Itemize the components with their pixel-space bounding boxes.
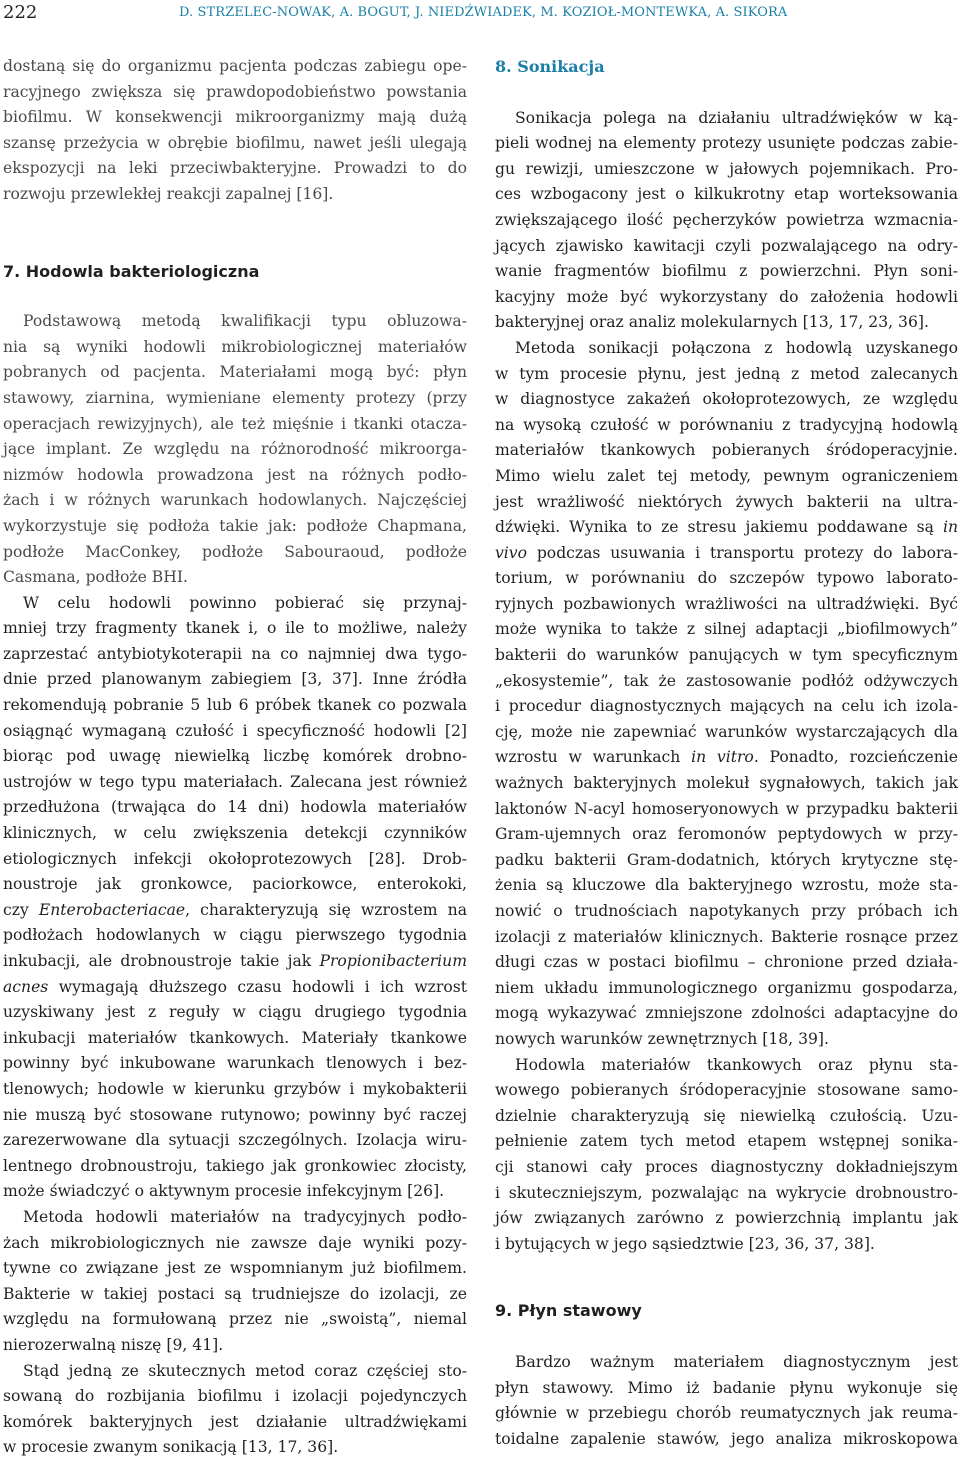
- text-line: czy Enterobacteriacae, charakteryzują się wzrostem na: [3, 900, 467, 919]
- text-line: głównie w przebiegu chorób reumatycznych jak reuma-: [495, 1404, 958, 1423]
- text-line: mniej trzy fragmenty tkanek i, o ile to możliwe, należy: [3, 619, 467, 638]
- text-line: racyjnego zwiększa się prawdopodobieństwo powstania: [3, 82, 467, 101]
- page-header: [0, 0, 960, 30]
- text-line: Casmana, podłoże BHI.: [3, 568, 188, 587]
- text-line: cji stanowi cały proces diagnostyczny dokładniejszym: [495, 1157, 958, 1176]
- text-line: wanie fragmentów biofilmu z powierzchni. Płyn soni-: [495, 262, 958, 281]
- text-line: ryjnych pozbawionych wrażliwości na ultradźwięki. Być: [495, 594, 958, 613]
- text-line: stawowy, ziarnina, wymieniane elementy protezy (przy: [3, 388, 467, 407]
- text-line: ekspozycji na leki przeciwbakteryjne. Prowadzi to do: [3, 159, 467, 178]
- text-line: podłożach hodowlanych w ciągu pierwszego tygodnia: [3, 926, 467, 945]
- text-line: nizmów hodowla prowadzona jest na różnych podło-: [3, 465, 467, 484]
- text-line: zaprzestać antybiotykoterapii na co najmniej dwa tygo-: [3, 644, 467, 663]
- text-line: „ekosystemie”, tak że zastosowanie podłóż odżywczych: [495, 671, 958, 690]
- text-line: bakterii do warunków panujących w tym specyficznym: [495, 646, 958, 665]
- text-line: uzyskiwany jest z reguły w ciągu drugiego tygodnia: [3, 1003, 467, 1022]
- text-line: zarezerwowane dla sytuacji szczególnych. Izolacja wiru-: [3, 1131, 467, 1150]
- text-line: nie muszą być stosowane rutynowo; powinny być raczej: [3, 1105, 467, 1124]
- text-line: w procesie zwanym sonikacją [13, 17, 36].: [3, 1438, 339, 1457]
- paragraph-culture-methods: [3, 309, 467, 591]
- text-line: nowić o trudnościach napotykanych przy próbach ich: [495, 902, 958, 920]
- text-line: pełnienie zatem tych metod etapem wstępnej sonika-: [495, 1132, 958, 1151]
- text-line: może wynika to także z silnej adaptacji „biofilmowych”: [495, 620, 958, 639]
- text-line: rozwoju przewlekłej reakcji zapalnej [16].: [3, 184, 334, 203]
- paragraph-biofilm-intro: [3, 54, 467, 208]
- text-line: przedłużona (trwająca do 14 dni) hodowla materiałów: [3, 798, 467, 817]
- text-line: niem układu immunologicznego organizmu gospodarza,: [495, 978, 958, 997]
- text-line: szansę przeżycia w obrębie biofilmu, nawet jeśli ulegają: [3, 133, 467, 152]
- paragraph-sonication-definition: [495, 106, 958, 336]
- text-line: ustrojów w tego typu materiałach. Zalecana jest również: [3, 772, 467, 791]
- text-line: jest wrażliwość niektórych żywych bakterii na ultra-: [495, 492, 958, 511]
- text-line: klinicznych, w celu zwiększenia detekcji czynników: [3, 824, 467, 843]
- running-header-authors: D. STRZELEC-NOWAK, A. BOGUT, J. NIEDŹWIADEK, M. KOZIOŁ-MONTEWKA, A. SIKORA: [179, 5, 788, 20]
- text-line: jów związanych zarówno z powierzchnią implantu jak: [495, 1209, 958, 1228]
- text-line: wzrostu w warunkach in vitro. Ponadto, rozcieńczenie: [495, 748, 958, 767]
- text-line: bakteryjnej oraz analiz molekularnych [13, 17, 23, 36].: [495, 313, 929, 332]
- text-line: ważnych bakteryjnych molekuł sygnałowych, takich jak: [495, 774, 958, 793]
- text-line: padku bakterii Gram-dodatnich, których krytyczne stę-: [495, 850, 958, 869]
- text-line: w tym procesie płynu, jest jedną z metod zalecanych: [495, 364, 958, 383]
- text-line: na wysoką czułość w porównaniu z tradycyjną hodowlą: [495, 415, 958, 434]
- text-line: żach mikrobiologicznych nie zawsze daje wyniki pozy-: [3, 1233, 467, 1252]
- text-line: dźwięki. Wynika to ze stresu jakiemu poddawane są in: [495, 518, 958, 537]
- text-line: wowego pobieranych śródoperacyjnie stosowane samo-: [495, 1081, 958, 1100]
- text-line: laktonów N-acyl homoseryonowych w przypadku bakterii: [495, 799, 958, 818]
- text-line: Stąd jedną ze skutecznych metod coraz częściej sto-: [23, 1361, 467, 1380]
- text-line: żach i w różnych warunkach hodowlanych. Najczęściej: [3, 491, 467, 510]
- text-line: może świadczyć o aktywnym procesie infekcyjnym [26].: [3, 1182, 445, 1201]
- text-line: i skuteczniejszym, pozwalając na wykrycie drobnoustro-: [495, 1183, 958, 1202]
- text-line: toidalne zapalenie stawów, jego analiza mikroskopowa: [495, 1429, 958, 1448]
- paragraph-sonication-intro: [3, 1359, 467, 1461]
- section-7-heading: 7. Hodowla bakteriologiczna: [3, 261, 260, 281]
- text-line: W celu hodowli powinno pobierać się przynaj-: [23, 593, 467, 612]
- text-line: w diagnostyce zakażeń okołoprotezowych, ze względu: [495, 390, 958, 409]
- paragraph-tissue-sampling: [3, 591, 467, 1205]
- text-line: Sonikacja polega na działaniu ultradźwięków w ką-: [515, 108, 958, 127]
- text-line: kacyjny może być wykorzystany do założenia hodowli: [495, 287, 958, 306]
- text-line: zwiększającego ilość pęcherzyków powietrza wzmacnia-: [495, 210, 958, 229]
- text-line: Gram-ujemnych oraz feromonów peptydowych w przy-: [495, 825, 958, 844]
- text-line: Metoda sonikacji połączona z hodowlą uzyskanego: [515, 338, 958, 357]
- text-line: inkubacji materiałów tkankowych. Materiały tkankowe: [3, 1028, 467, 1047]
- text-line: tlenowych; hodowle w kierunku grzybów i mykobakterii: [3, 1079, 467, 1098]
- text-line: Mimo wielu zalet tej metody, pewnym ograniczeniem: [495, 466, 958, 485]
- page-number: 222: [3, 2, 38, 23]
- section-9-heading: 9. Płyn stawowy: [495, 1301, 642, 1321]
- paragraph-synovial-fluid: [495, 1350, 958, 1452]
- text-line: vivo podczas usuwania i transportu protezy do labora-: [495, 543, 958, 562]
- text-line: materiałów tkankowych pobieranych śródoperacyjnie.: [495, 441, 958, 460]
- text-line: inkubacji, ale drobnoustroje takie jak Propionibacterium: [3, 952, 467, 970]
- text-line: sowaną do rozbijania biofilmu i izolacji pojedynczych: [3, 1387, 467, 1406]
- text-line: etiologicznych infekcji okołoprotezowych [28]. Drob-: [3, 849, 467, 868]
- paragraph-traditional-culture: [3, 1205, 467, 1359]
- right-column: [495, 54, 958, 1452]
- text-line: lentnego drobnoustroju, takiego jak gronkowiec złocisty,: [3, 1156, 467, 1175]
- text-line: noustroje jak gronkowce, paciorkowce, enterokoki,: [3, 875, 467, 894]
- text-line: komórek bakteryjnych jest działanie ultradźwiękami: [3, 1412, 467, 1431]
- text-line: długi czas w postaci biofilmu – chronione przed działa-: [495, 953, 958, 972]
- text-line: tywne co związane jest ze wspomnianym już biofilmem.: [3, 1259, 467, 1278]
- text-line: pobranych od pacjenta. Materiałami mogą być: płyn: [3, 363, 467, 382]
- text-line: powinny być inkubowane warunkach tlenowych i bez-: [3, 1054, 467, 1073]
- text-line: gu rewizji, umieszczone w jałowych pojemnikach. Pro-: [495, 159, 958, 178]
- text-line: i procedur diagnostycznych mających na celu ich izola-: [495, 697, 958, 716]
- text-line: izolacji z materiałów klinicznych. Bakterie rosnące przez: [495, 927, 958, 946]
- paragraph-sonication-method: [495, 336, 958, 1053]
- text-line: mogą wykazywać zmniejszone zdolności adaptacyjne do: [495, 1004, 958, 1023]
- section-8-heading: 8. Sonikacja: [495, 57, 605, 76]
- text-line: Metoda hodowli materiałów na tradycyjnych podło-: [23, 1207, 467, 1226]
- text-line: płyn stawowy. Mimo iż badanie płynu wykonuje się: [495, 1378, 958, 1397]
- text-line: Bardzo ważnym materiałem diagnostycznym jest: [515, 1352, 958, 1371]
- text-line: jące implant. Ze względu na różnorodność mikroorga-: [3, 440, 467, 459]
- text-line: żenia są kluczowe dla bakteryjnego wzrostu, może sta-: [495, 876, 958, 895]
- text-line: operacjach rewizyjnych), ale też mięśnie i tkanki otacza-: [3, 414, 467, 433]
- text-line: wykorzystuje się podłoża takie jak: podłoże Chapmana,: [3, 516, 467, 535]
- text-line: ces wzbogacony jest o kilkukrotny etap worteksowania: [495, 185, 958, 204]
- text-line: dzielnie charakteryzują się niewielką czułością. Uzu-: [495, 1106, 958, 1125]
- text-line: biorąc pod uwagę niewielką liczbę komórek drobno-: [3, 747, 467, 766]
- text-line: nia są wyniki hodowli mikrobiologicznej materiałów: [3, 337, 467, 356]
- text-line: osiągnąć wymaganą czułość i specyficzność hodowli [2]: [3, 721, 467, 740]
- text-line: cję, może nie zapewniać warunków wystarczających dla: [495, 722, 958, 741]
- text-line: rekomendują pobranie 5 lub 6 próbek tkanek co pozwala: [3, 696, 467, 715]
- text-line: acnes wymagają dłuższego czasu hodowli i ich wzrost: [3, 977, 467, 996]
- text-line: względu na formułowaną przez nie „swoistą”, niemal: [3, 1310, 467, 1329]
- text-line: dostaną się do organizmu pacjenta podczas zabiegu ope-: [3, 57, 467, 75]
- text-line: Bakterie w takiej postaci są trudniejsze do izolacji, ze: [3, 1284, 467, 1303]
- text-line: nowych warunków zewnętrznych [18, 39].: [495, 1029, 829, 1048]
- text-line: jących zjawisko kawitacji czyli pozwalającego na odry-: [495, 236, 958, 255]
- paragraph-combined-diagnostics: [495, 1053, 958, 1258]
- left-column: [3, 54, 467, 1461]
- text-line: podłoże MacConkey, podłoże Sabouraoud, podłoże: [3, 542, 467, 561]
- text-line: biofilmu. W konsekwencji mikroorganizmy mają dużą: [3, 108, 467, 127]
- text-line: i bytujących w jego sąsiedztwie [23, 36, 37, 38].: [495, 1234, 875, 1253]
- text-line: Podstawową metodą kwalifikacji typu obluzowa-: [23, 312, 467, 331]
- text-line: nierozerwalną niszę [9, 41].: [3, 1335, 224, 1354]
- text-line: Hodowla materiałów tkankowych oraz płynu sta-: [515, 1055, 958, 1074]
- text-line: dnie przed planowanym zabiegiem [3, 37]. Inne źródła: [3, 670, 467, 689]
- text-line: pieli wodnej na elementy protezy usunięte podczas zabie-: [495, 134, 958, 153]
- text-line: torium, w porównaniu do szczepów typowo laborato-: [495, 569, 958, 588]
